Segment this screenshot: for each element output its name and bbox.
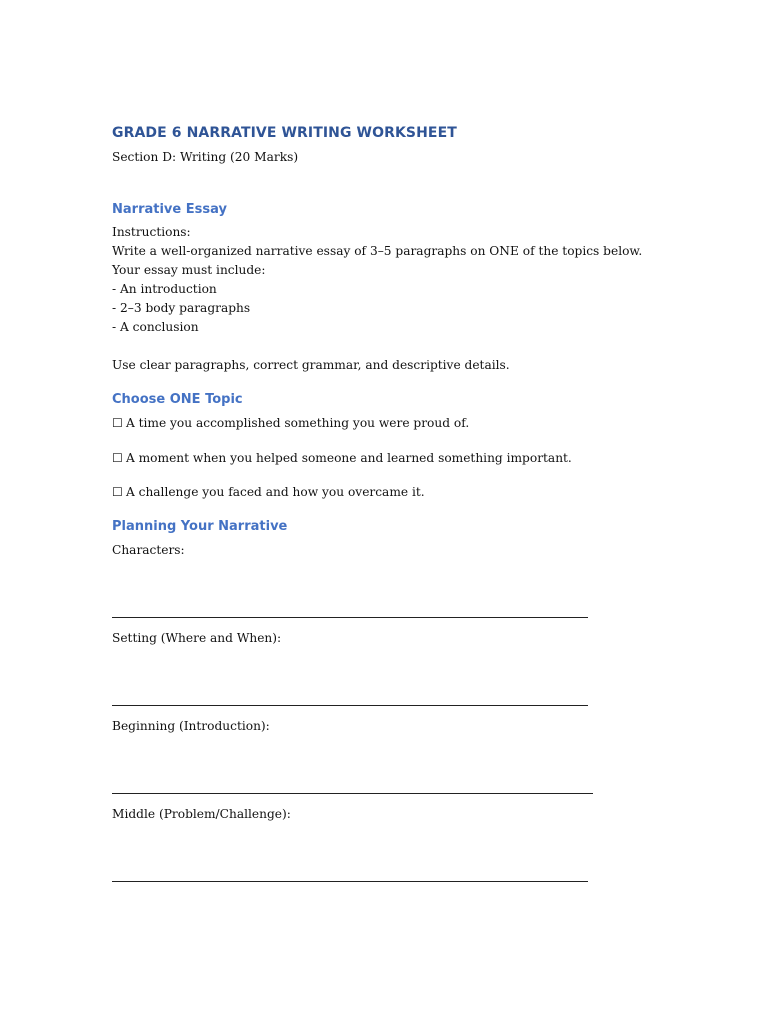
checkbox-icon[interactable]: ☐ (112, 485, 123, 499)
topic-label: A moment when you helped someone and learned something important. (125, 451, 572, 465)
planning-heading: Planning Your Narrative (112, 519, 288, 534)
topic-label: A challenge you faced and how you overcame it. (125, 485, 425, 499)
checkbox-icon[interactable]: ☐ (112, 416, 123, 430)
topic-option[interactable] (112, 450, 572, 466)
instructions-label: Instructions: (112, 225, 191, 239)
instructions-line: Your essay must include: (112, 263, 266, 277)
instructions-bullet: - A conclusion (112, 320, 199, 334)
instructions-line: Write a well-organized narrative essay of 3–5 paragraphs on ONE of the topics below. (112, 244, 643, 258)
instructions-note: Use clear paragraphs, correct grammar, and descriptive details. (112, 358, 510, 372)
checkbox-icon[interactable]: ☐ (112, 451, 123, 465)
characters-answer-line[interactable] (112, 617, 588, 618)
characters-label: Characters: (112, 543, 185, 557)
beginning-answer-line[interactable] (112, 793, 593, 794)
middle-answer-line[interactable] (112, 881, 588, 882)
instructions-bullet: - An introduction (112, 282, 217, 296)
topic-label: A time you accomplished something you were proud of. (125, 416, 470, 430)
worksheet-page (112, 0, 712, 1024)
setting-answer-line[interactable] (112, 705, 588, 706)
worksheet-title: GRADE 6 NARRATIVE WRITING WORKSHEET (112, 125, 457, 141)
narrative-essay-heading: Narrative Essay (112, 202, 227, 217)
section-label: Section D: Writing (20 Marks) (112, 150, 299, 164)
instructions-bullet: - 2–3 body paragraphs (112, 301, 251, 315)
setting-label: Setting (Where and When): (112, 631, 282, 645)
topic-option[interactable] (112, 415, 469, 431)
beginning-label: Beginning (Introduction): (112, 719, 270, 733)
topic-option[interactable] (112, 484, 425, 500)
choose-topic-heading: Choose ONE Topic (112, 392, 243, 407)
middle-label: Middle (Problem/Challenge): (112, 807, 291, 821)
